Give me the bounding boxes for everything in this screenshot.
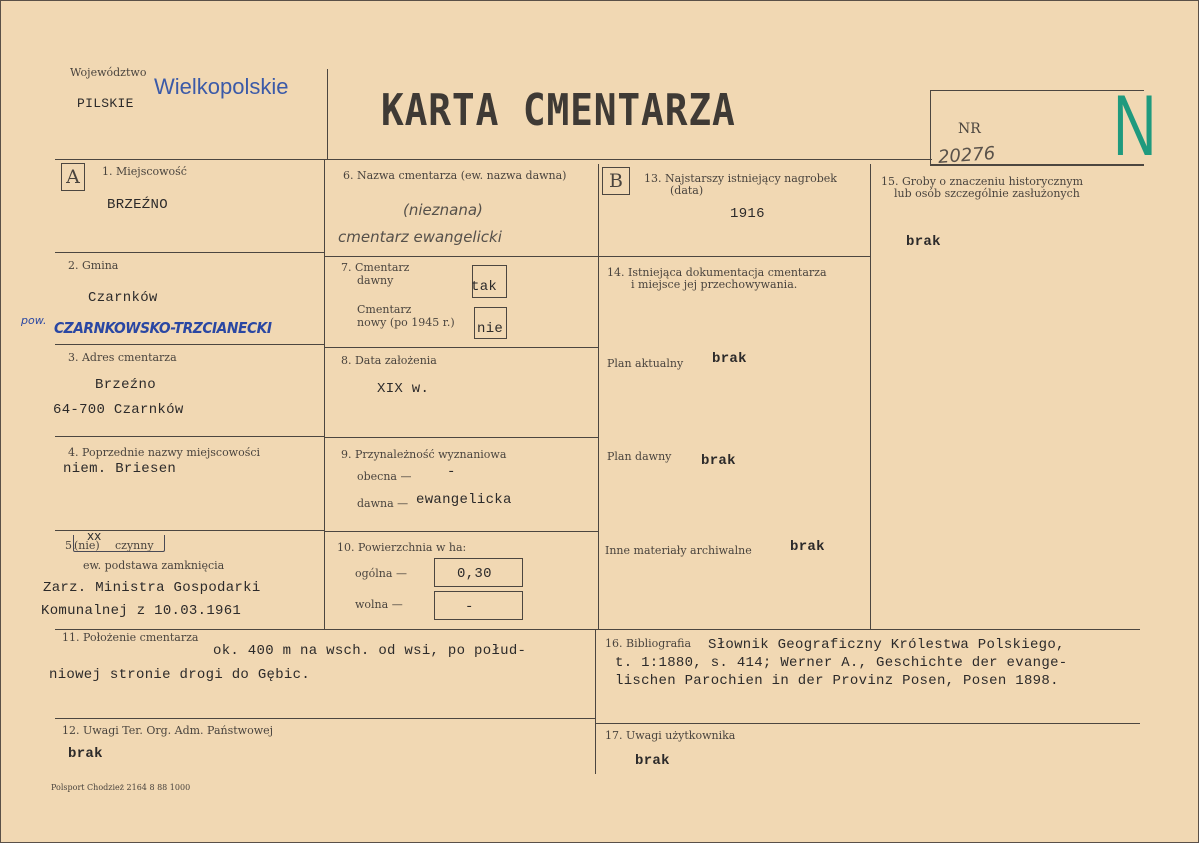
poprzednie-value: niem. Briesen <box>63 461 177 477</box>
czynny-label: czynny <box>115 539 154 552</box>
poprzednie-label: 4. Poprzednie nazwy miejscowości <box>68 446 261 459</box>
powierzchnia-label: 10. Powierzchnia w ha: <box>337 541 467 554</box>
gmina-label: 2. Gmina <box>68 259 119 272</box>
bibliografia-line2: t. 1:1880, s. 414; Werner A., Geschichte der evange- <box>615 655 1068 671</box>
polozenie-label: 11. Położenie cmentarza <box>62 631 199 644</box>
row-line <box>324 347 598 348</box>
bibliografia-label: 16. Bibliografia <box>605 637 692 650</box>
column-divider-1 <box>324 159 325 629</box>
bibliografia-line1: Słownik Geograficzny Królestwa Polskiego, <box>708 637 1065 653</box>
row-line <box>55 344 324 345</box>
inne-materialy-label: Inne materiały archiwalne <box>605 544 752 557</box>
nowy-value: nie <box>477 321 504 337</box>
nazwa-label: 6. Nazwa cmentarza (ew. nazwa dawna) <box>343 169 567 182</box>
nowy-label-2: nowy (po 1945 r.) <box>357 316 455 329</box>
polozenie-line2: niowej stronie drogi do Gębic. <box>49 667 311 683</box>
czynny-crossed: xx <box>87 529 102 543</box>
wolna-label: wolna — <box>355 598 403 611</box>
nazwa-hand2: cmentarz ewangelicki <box>338 228 502 246</box>
wolna-value: - <box>465 599 474 615</box>
pow-prefix: pow. <box>21 314 47 327</box>
dawna-value: ewangelicka <box>416 492 512 508</box>
wolna-box <box>434 591 523 620</box>
dokumentacja-label-2: i miejsce jej przechowywania. <box>631 278 798 291</box>
groby-label-1: 15. Groby o znaczeniu historycznym <box>881 175 1084 188</box>
row-line <box>55 252 324 253</box>
nr-label: NR <box>958 121 981 137</box>
gmina-value: Czarnków <box>88 290 158 306</box>
plan-dawny-value: brak <box>701 453 736 469</box>
nr-value: 20276 <box>937 143 996 168</box>
plan-dawny-label: Plan dawny <box>607 450 672 463</box>
uwagi-ter-value: brak <box>68 746 103 762</box>
page-title: KARTA CMENTARZA <box>381 85 736 136</box>
ogolna-label: ogólna — <box>355 567 407 580</box>
groby-label-2: lub osób szczególnie zasłużonych <box>894 187 1080 200</box>
uwagi-uzytkownika-value: brak <box>635 753 670 769</box>
section-a-letter: A <box>61 163 85 191</box>
miejscowosc-label: 1. Miejscowość <box>102 165 187 178</box>
obecna-label: obecna — <box>357 470 412 483</box>
header-divider <box>327 69 328 159</box>
nagrobek-value: 1916 <box>730 206 765 222</box>
adres-line1: Brzeźno <box>95 377 156 393</box>
dawny-value: tak <box>471 279 498 295</box>
row-line <box>324 437 598 438</box>
dawna-label: dawna — <box>357 497 409 510</box>
plan-aktualny-label: Plan aktualny <box>607 357 684 370</box>
adres-line2: 64-700 Czarnków <box>53 402 184 418</box>
grid-top-line-right <box>930 164 1144 165</box>
nazwa-hand1: (nieznana) <box>403 201 483 219</box>
uwagi-ter-label: 12. Uwagi Ter. Org. Adm. Państwowej <box>62 724 274 737</box>
row-line <box>598 256 870 257</box>
miejscowosc-value: BRZEŹNO <box>107 197 168 213</box>
dawny-label-1: 7. Cmentarz <box>341 261 410 274</box>
grid-bottom-line <box>55 629 1140 630</box>
adres-label: 3. Adres cmentarza <box>68 351 177 364</box>
pilskie-typed: PILSKIE <box>77 96 134 111</box>
dokumentacja-label-1: 14. Istniejąca dokumentacja cmentarza <box>607 266 827 279</box>
dawny-label-2: dawny <box>357 274 394 287</box>
bottom-column-divider <box>595 629 596 774</box>
pow-value: CZARNKOWSKO-TRZCIANECKI <box>54 319 272 337</box>
plan-aktualny-value: brak <box>712 351 747 367</box>
column-divider-3 <box>870 164 871 630</box>
grid-top-line <box>55 159 932 160</box>
obecna-value: - <box>447 464 456 480</box>
wyznanie-label: 9. Przynależność wyznaniowa <box>341 448 507 461</box>
nowy-label-1: Cmentarz <box>357 303 412 316</box>
nagrobek-label-1: 13. Najstarszy istniejący nagrobek <box>644 172 837 185</box>
data-zalozenia-value: XIX w. <box>377 381 430 397</box>
nagrobek-label-2: (data) <box>670 184 704 197</box>
podstawa-line1: Zarz. Ministra Gospodarki <box>43 580 261 596</box>
czynny-underline <box>73 535 165 552</box>
nr-letter: N <box>1113 78 1157 174</box>
row-line <box>595 723 1140 724</box>
wojewodztwo-label: Województwo <box>70 66 147 79</box>
column-divider-2 <box>598 164 599 630</box>
ogolna-value: 0,30 <box>457 566 492 582</box>
podstawa-line2: Komunalnej z 10.03.1961 <box>41 603 242 619</box>
czynny-nie: (nie) <box>74 539 100 552</box>
wojewodztwo-stamp: Wielkopolskie <box>154 74 289 99</box>
bibliografia-line3: lischen Parochien in der Provinz Posen, Posen 1898. <box>615 673 1059 689</box>
groby-value: brak <box>906 234 941 250</box>
row-line <box>324 531 598 532</box>
podstawa-label: ew. podstawa zamknięcia <box>83 559 225 572</box>
row-line <box>324 256 598 257</box>
data-zalozenia-label: 8. Data założenia <box>341 354 437 367</box>
inne-materialy-value: brak <box>790 539 825 555</box>
czynny-prefix: 5. <box>65 539 76 552</box>
uwagi-uzytkownika-label: 17. Uwagi użytkownika <box>605 729 736 742</box>
row-line <box>55 718 595 719</box>
printer-imprint: Polsport Chodzież 2164 8 88 1000 <box>51 783 191 792</box>
row-line <box>55 436 324 437</box>
section-b-letter: B <box>602 167 630 195</box>
polozenie-line1: ok. 400 m na wsch. od wsi, po połud- <box>213 643 527 659</box>
